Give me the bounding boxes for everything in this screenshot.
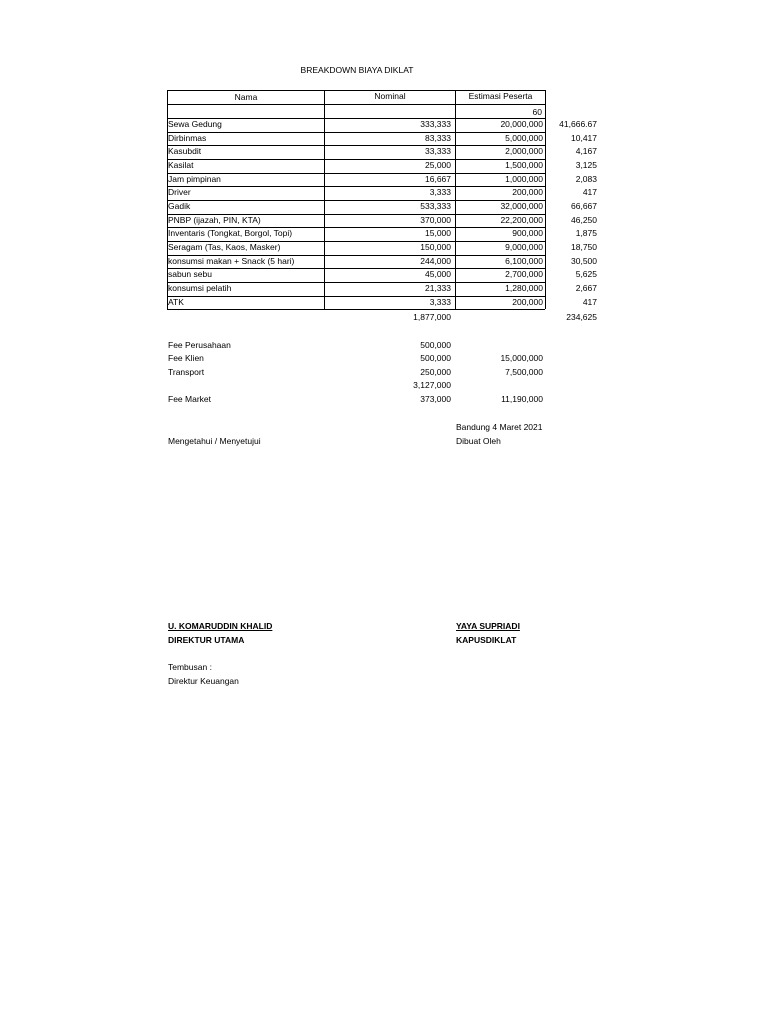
- fee-label: Transport: [168, 367, 205, 377]
- fee-subtotal: 3,127,000: [413, 380, 451, 390]
- row-nominal: 150,000: [420, 241, 451, 252]
- row-nama: PNBP (ijazah, PIN, KTA): [168, 214, 261, 225]
- row-estimasi: 9,000,000: [505, 241, 543, 252]
- row-estimasi: 1,000,000: [505, 173, 543, 184]
- fee-nominal: 373,000: [420, 394, 451, 404]
- row-nama: Driver: [168, 187, 191, 198]
- row-nominal: 45,000: [425, 269, 451, 280]
- row-nominal: 15,000: [425, 228, 451, 239]
- row-nama: sabun sebu: [168, 269, 212, 280]
- row-nama: konsumsi pelatih: [168, 282, 232, 293]
- row-estimasi: 5,000,000: [505, 132, 543, 143]
- header-estimasi: Estimasi Peserta: [468, 91, 533, 101]
- row-nama: Sewa Gedung: [168, 119, 222, 129]
- header-nama: Nama: [234, 92, 258, 102]
- fee-estimasi: 15,000,000: [500, 353, 543, 363]
- row-estimasi: 2,700,000: [505, 269, 543, 280]
- row-per-peserta: 2,667: [575, 282, 597, 293]
- left-signer-name: U. KOMARUDDIN KHALID: [168, 621, 273, 631]
- row-nama: Jam pimpinan: [168, 173, 221, 184]
- row-nominal: 25,000: [425, 159, 451, 170]
- row-nama: Kasubdit: [168, 146, 202, 157]
- row-nominal: 83,333: [425, 132, 451, 143]
- fee-label: Fee Klien: [168, 353, 204, 363]
- row-per-peserta: 5,625: [575, 269, 597, 280]
- row-estimasi: 32,000,000: [500, 200, 543, 211]
- prepared-by-caption: Dibuat Oleh: [456, 436, 501, 446]
- row-per-peserta: 1,875: [575, 228, 597, 239]
- row-per-peserta: 3,125: [575, 159, 597, 170]
- row-nominal: 33,333: [425, 146, 451, 157]
- row-estimasi: 900,000: [512, 228, 543, 239]
- row-estimasi: 6,100,000: [505, 255, 543, 266]
- row-nama: Seragam (Tas, Kaos, Masker): [168, 241, 281, 252]
- row-per-peserta: 4,167: [575, 146, 597, 157]
- row-nama: Dirbinmas: [168, 132, 207, 143]
- row-nominal: 533,333: [420, 200, 451, 211]
- row-nominal: 370,000: [420, 214, 451, 225]
- row-estimasi: 22,200,000: [500, 214, 543, 225]
- total-nominal: 1,877,000: [413, 312, 451, 322]
- row-nama: konsumsi makan + Snack (5 hari): [168, 255, 295, 266]
- fee-estimasi: 7,500,000: [505, 367, 543, 377]
- row-per-peserta: 417: [582, 187, 597, 198]
- row-nama: Kasilat: [168, 159, 194, 170]
- row-per-peserta: 2,083: [575, 173, 597, 184]
- fee-label: Fee Market: [168, 394, 211, 404]
- row-nama: Gadik: [168, 200, 191, 211]
- row-estimasi: 1,280,000: [505, 282, 543, 293]
- row-estimasi: 20,000,000: [500, 119, 543, 129]
- approval-caption: Mengetahui / Menyetujui: [168, 436, 261, 446]
- row-per-peserta: 417: [582, 296, 597, 307]
- row-divider: [167, 309, 545, 310]
- row-estimasi: 1,500,000: [505, 159, 543, 170]
- fee-nominal: 500,000: [420, 353, 451, 363]
- right-signer-name: YAYA SUPRIADI: [456, 621, 520, 631]
- document-title: BREAKDOWN BIAYA DIKLAT: [300, 65, 414, 75]
- row-nominal: 3,333: [429, 296, 451, 307]
- cc-label: Tembusan :: [168, 662, 212, 672]
- right-signer-title: KAPUSDIKLAT: [456, 635, 517, 645]
- fee-label: Fee Perusahaan: [168, 340, 231, 350]
- fee-estimasi: 11,190,000: [501, 394, 543, 404]
- row-estimasi: 2,000,000: [505, 146, 543, 157]
- row-nama: ATK: [168, 296, 184, 307]
- fee-nominal: 250,000: [420, 367, 451, 377]
- row-nama: Inventaris (Tongkat, Borgol, Topi): [168, 228, 293, 239]
- total-per-peserta: 234,625: [566, 312, 597, 322]
- row-per-peserta: 10,417: [571, 132, 597, 143]
- row-per-peserta: 46,250: [571, 214, 597, 225]
- cc-recipient: Direktur Keuangan: [168, 676, 239, 686]
- row-estimasi: 200,000: [512, 296, 543, 307]
- place-date: Bandung 4 Maret 2021: [456, 422, 543, 432]
- row-nominal: 16,667: [425, 173, 451, 184]
- participant-count: 60: [532, 107, 542, 117]
- row-per-peserta: 66,667: [571, 200, 597, 211]
- row-nominal: 244,000: [420, 255, 451, 266]
- left-signer-title: DIREKTUR UTAMA: [168, 635, 245, 645]
- row-per-peserta: 18,750: [571, 241, 597, 252]
- row-nominal: 3,333: [429, 187, 451, 198]
- row-per-peserta: 41,666.67: [559, 119, 597, 129]
- fee-nominal: 500,000: [420, 340, 451, 350]
- row-nominal: 333,333: [420, 119, 451, 129]
- row-per-peserta: 30,500: [571, 255, 597, 266]
- row-nominal: 21,333: [425, 282, 451, 293]
- row-estimasi: 200,000: [512, 187, 543, 198]
- header-nominal: Nominal: [374, 91, 406, 101]
